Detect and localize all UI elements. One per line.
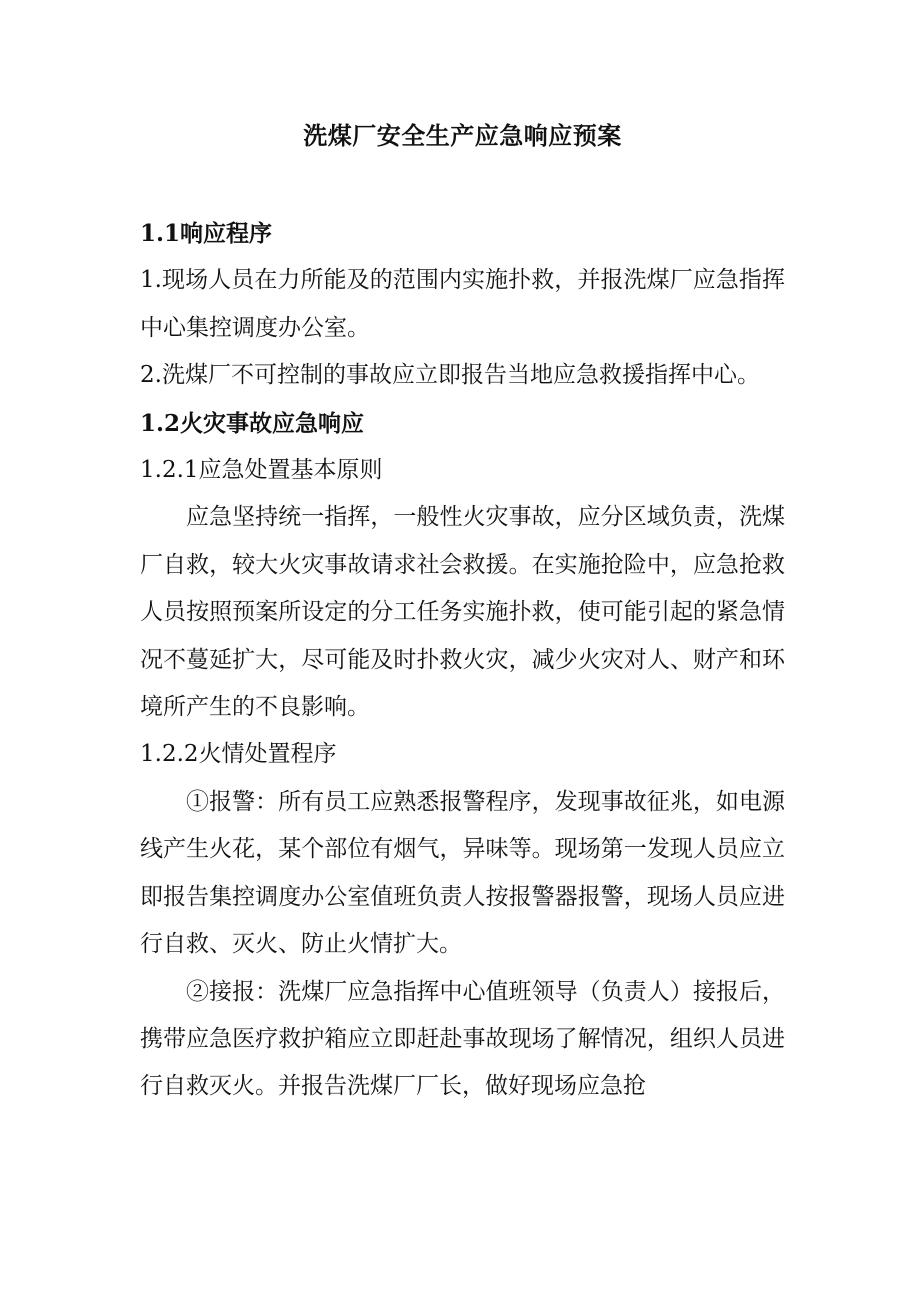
paragraph-receive-report: ②接报：洗煤厂应急指挥中心值班领导（负责人）接报后，携带应急医疗救护箱应立即赶赴事故现场了解情况，组织人员进行自救灭火。并报告洗煤厂厂长，做好现场应急抢 [140, 978, 785, 1100]
document-title: 洗煤厂安全生产应急响应预案 [303, 121, 622, 150]
paragraph-response-step-2: 2.洗煤厂不可控制的事故应立即报告当地应急救援指挥中心。 [140, 362, 760, 389]
section-heading-1-1: 1.1响应程序 [140, 220, 273, 247]
subsection-heading-1-2-1: 1.2.1应急处置基本原则 [140, 457, 383, 484]
paragraph-response-step-1: 1.现场人员在力所能及的范围内实施扑救，并报洗煤厂应急指挥中心集控调度办公室。 [140, 267, 785, 341]
document-body [140, 210, 785, 1111]
paragraph-basic-principles: 应急坚持统一指挥，一般性火灾事故，应分区域负责，洗煤厂自救，较大火灾事故请求社会救援。在实施抢险中，应急抢救人员按照预案所设定的分工任务实施扑救，使可能引起的紧急情况不蔓延扩大，尽可能及时扑救火灾，减少火灾对人、财产和环境所产生的不良影响。 [140, 504, 785, 721]
subsection-heading-1-2-2: 1.2.2火情处置程序 [140, 741, 337, 768]
section-heading-1-2: 1.2火灾事故应急响应 [140, 409, 365, 437]
paragraph-alarm: ①报警：所有员工应熟悉报警程序，发现事故征兆，如电源线产生火花，某个部位有烟气，异味等。现场第一发现人员应立即报告集控调度办公室值班负责人按报警器报警，现场人员应进行自救、灭火、防止火情扩大。 [140, 788, 785, 958]
